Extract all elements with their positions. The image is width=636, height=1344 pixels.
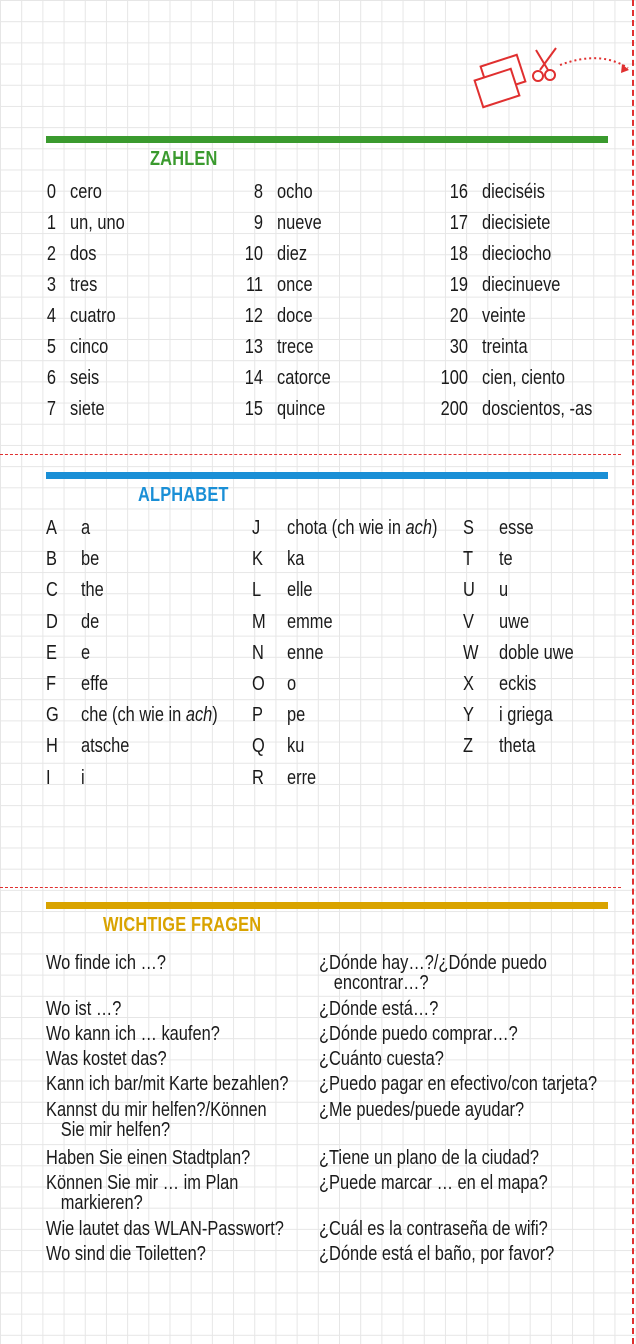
pronunciation-example: ach [185,704,213,727]
pronunciation-text: uwe [499,610,530,633]
alphabet-pronunciation [499,704,553,727]
alphabet-letter: I [46,766,51,789]
number-digit: 11 [245,274,263,296]
alphabet-letter: O [252,673,265,695]
number-word: tres [70,274,98,296]
question-german-line: Können Sie mir … im Plan [46,1172,239,1194]
question-german [46,999,121,1019]
number-word: once [277,274,313,296]
alphabet-letter: Z [463,735,474,758]
question-spanish [319,1100,524,1120]
alphabet-letter: W [463,641,479,664]
number-word: catorce [277,367,331,389]
alphabet-bar [46,472,608,479]
number-word: doce [277,305,313,327]
pronunciation-text: i griega [499,704,553,727]
alphabet-letter: H [46,735,58,758]
alphabet-letter: C [46,579,58,602]
alphabet-pronunciation [499,735,535,758]
question-spanish-line: ¿Cuál es la contraseña de wifi? [319,1218,548,1240]
alphabet-letter: K [252,548,263,571]
pronunciation-text: de [81,610,100,633]
alphabet-pronunciation [287,579,313,602]
alphabet-pronunciation [287,548,304,571]
number-word: ocho [277,181,313,203]
question-spanish-line: ¿Cuánto cuesta? [319,1048,444,1070]
question-german [46,953,166,973]
question-spanish [319,1219,548,1239]
alphabet-pronunciation [81,704,218,727]
number-word: seis [70,367,100,389]
number-word: cien, ciento [482,367,565,389]
number-digit: 4 [46,305,56,327]
alphabet-pronunciation [287,735,304,758]
question-spanish [319,1024,518,1044]
alphabet-pronunciation [81,767,85,790]
question-german-line: Wo ist …? [46,998,122,1020]
pronunciation-text: atsche [81,735,130,758]
pronunciation-text: the [81,579,104,602]
alphabet-letter: R [252,766,264,789]
pronunciation-text: i [81,766,85,789]
number-word: cuatro [70,305,116,327]
number-word: nueve [277,212,322,234]
pronunciation-text: o [287,673,297,695]
question-spanish-line: ¿Me puedes/puede ayudar? [319,1099,525,1121]
question-german [46,1100,267,1140]
question-spanish-line: encontrar…? [333,972,429,994]
scissors-icon [470,40,636,120]
number-word: cinco [70,336,109,358]
number-digit: 20 [449,305,468,327]
alphabet-letter: Q [252,735,265,758]
number-digit: 17 [449,212,468,234]
number-digit: 0 [46,181,56,203]
fold-line [632,0,634,1344]
alphabet-letter: Y [463,704,474,727]
alphabet-pronunciation [499,642,574,665]
question-german [46,1148,250,1168]
alphabet-letter: E [46,641,57,664]
number-word: treinta [482,336,528,358]
alphabet-pronunciation [81,642,90,665]
number-digit: 1 [46,212,56,234]
question-german [46,1219,284,1239]
question-german-line: Was kostet das? [46,1048,167,1070]
question-spanish-line: ¿Dónde puedo comprar…? [319,1023,518,1045]
number-digit: 15 [244,398,263,420]
alphabet-letter: J [252,517,261,539]
alphabet-pronunciation [81,517,90,540]
alphabet-pronunciation [81,673,108,696]
pronunciation-text: che (ch wie in [81,704,186,727]
alphabet-pronunciation [81,579,104,602]
alphabet-pronunciation [287,673,296,696]
pronunciation-text: te [499,548,513,571]
pronunciation-text: doble uwe [499,641,574,664]
question-spanish-line: ¿Dónde hay…?/¿Dónde puedo [319,952,547,974]
cut-line-2 [0,887,621,888]
zahlen-bar [46,136,608,143]
number-word: siete [70,398,105,420]
number-word: dos [70,243,97,265]
pronunciation-text: be [81,548,100,571]
number-digit: 3 [46,274,56,296]
number-digit: 10 [244,243,263,265]
alphabet-letter: F [46,673,57,695]
number-digit: 2 [46,243,56,265]
pronunciation-text: u [499,579,509,602]
number-digit: 6 [46,367,56,389]
question-german-line: Haben Sie einen Stadtplan? [46,1147,251,1169]
number-word: diez [277,243,308,265]
pronunciation-text: effe [81,673,109,695]
question-spanish-line: ¿Tiene un plano de la ciudad? [319,1147,540,1169]
question-spanish [319,999,438,1019]
pronunciation-text: ku [287,735,305,758]
number-word: trece [277,336,314,358]
question-spanish [319,1173,548,1193]
number-word: quince [277,398,326,420]
number-word: doscientos, -as [482,398,593,420]
question-spanish [319,1244,554,1264]
alphabet-pronunciation [499,548,513,571]
question-german-line: Wie lautet das WLAN-Passwort? [46,1218,284,1240]
alphabet-letter: P [252,704,263,727]
question-german-line: Wo kann ich … kaufen? [46,1023,220,1045]
number-digit: 14 [244,367,263,389]
alphabet-pronunciation [499,579,508,602]
pronunciation-example: ach [405,517,432,539]
pronunciation-text: erre [287,766,317,789]
question-spanish [319,1148,539,1168]
zahlen-title: ZAHLEN [150,148,218,170]
cut-line-1 [0,454,621,455]
number-digit: 200 [440,398,468,420]
alphabet-pronunciation [287,642,323,665]
number-digit: 18 [449,243,468,265]
question-german [46,1024,220,1044]
pronunciation-text: eckis [499,673,537,695]
alphabet-title: ALPHABET [138,484,229,506]
pronunciation-text: ka [287,548,305,571]
question-german-line: markieren? [60,1192,143,1214]
alphabet-letter: A [46,517,57,539]
question-german [46,1244,206,1264]
pronunciation-text: pe [287,704,306,727]
alphabet-letter: L [252,579,262,602]
question-spanish [319,1049,444,1069]
number-digit: 19 [449,274,468,296]
alphabet-letter: N [252,641,264,664]
alphabet-pronunciation [81,548,99,571]
fragen-bar [46,902,608,909]
number-word: dieciocho [482,243,552,265]
cut-out-icon [470,40,636,120]
number-digit: 13 [244,336,263,358]
alphabet-pronunciation [499,673,536,696]
number-digit: 30 [449,336,468,358]
alphabet-pronunciation [81,735,129,758]
pronunciation-text: emme [287,610,333,633]
fragen-title: WICHTIGE FRAGEN [103,914,262,936]
pronunciation-text: enne [287,641,324,664]
alphabet-pronunciation [287,704,305,727]
alphabet-pronunciation [287,767,316,790]
alphabet-letter: G [46,704,59,727]
number-digit: 16 [449,181,468,203]
number-word: diecisiete [482,212,551,234]
number-digit: 5 [46,336,56,358]
pronunciation-text: elle [287,579,313,602]
question-german-line: Kannst du mir helfen?/Können [46,1099,267,1121]
question-spanish-line: ¿Dónde está…? [319,998,439,1020]
alphabet-letter: T [463,548,474,571]
question-german [46,1173,238,1213]
number-digit: 9 [253,212,263,234]
number-word: veinte [482,305,526,327]
alphabet-pronunciation [287,517,437,540]
number-digit: 7 [46,398,56,420]
question-german-line: Kann ich bar/mit Karte bezahlen? [46,1073,289,1095]
number-word: diecinueve [482,274,561,296]
alphabet-pronunciation [499,611,529,634]
alphabet-letter: X [463,673,474,695]
question-spanish [319,953,547,993]
question-german [46,1074,289,1094]
number-word: cero [70,181,102,203]
alphabet-letter: D [46,610,58,633]
pronunciation-close: ) [212,704,218,727]
question-german-line: Sie mir helfen? [60,1119,171,1141]
question-german-line: Wo finde ich …? [46,952,167,974]
number-word: dieciséis [482,181,545,203]
alphabet-pronunciation [499,517,534,540]
alphabet-pronunciation [81,611,99,634]
number-digit: 100 [440,367,468,389]
number-word: un, uno [70,212,125,234]
number-digit: 12 [244,305,263,327]
pronunciation-text: a [81,517,91,539]
question-spanish [319,1074,597,1094]
question-spanish-line: ¿Puedo pagar en efectivo/con tarjeta? [319,1073,598,1095]
question-spanish-line: ¿Dónde está el baño, por favor? [319,1243,555,1265]
alphabet-letter: V [463,610,474,633]
question-german [46,1049,167,1069]
alphabet-letter: B [46,548,57,571]
number-digit: 8 [253,181,263,203]
pronunciation-text: chota (ch wie in [287,517,406,539]
alphabet-letter: U [463,579,475,602]
alphabet-letter: S [463,517,474,539]
alphabet-pronunciation [287,611,333,634]
pronunciation-text: e [81,641,91,664]
pronunciation-text: esse [499,517,534,539]
question-german-line: Wo sind die Toiletten? [46,1243,206,1265]
pronunciation-text: theta [499,735,536,758]
alphabet-letter: M [252,610,266,633]
question-spanish-line: ¿Puede marcar … en el mapa? [319,1172,548,1194]
pronunciation-close: ) [431,517,438,539]
